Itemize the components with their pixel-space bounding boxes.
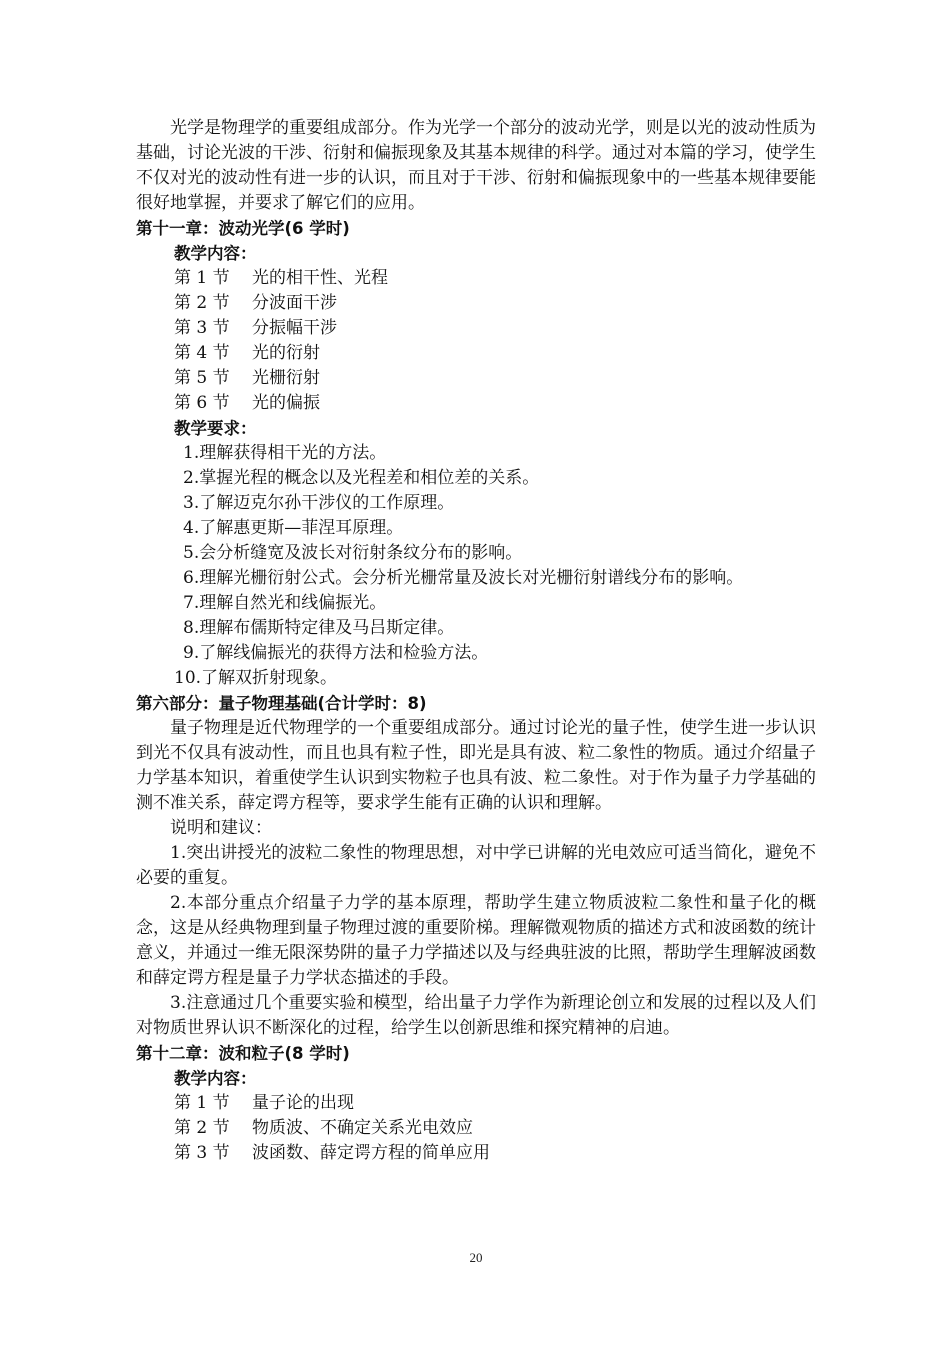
section-number: 第 6 节: [174, 393, 230, 413]
page-number: 20: [469, 1250, 483, 1265]
requirement-item: 2.掌握光程的概念以及光程差和相位差的关系。: [183, 468, 540, 488]
section-name: 光的相干性、光程: [252, 268, 388, 288]
chapter11-content-label: 教学内容：: [174, 244, 257, 263]
requirement-item: 6.理解光栅衍射公式。会分析光栅常量及波长对光栅衍射谱线分布的影响。: [183, 568, 744, 588]
requirement-item: 5.会分析缝宽及波长对衍射条纹分布的影响。: [183, 543, 523, 563]
section-item: [136, 316, 816, 341]
note-paragraph: 2.本部分重点介绍量子力学的基本原理，帮助学生建立物质波粒二象性和量子化的概念，这是从经典物理到量子物理过渡的重要阶梯。理解微观物质的描述方式和波函数的统计意义，并通过一维无限深势阱的量子力学描述以及与经典驻波的比照，帮助学生理解波函数和薛定谔方程是量子力学状态描述的手段。: [136, 893, 816, 988]
section-name: 物质波、不确定关系光电效应: [252, 1118, 473, 1138]
part6-title: 第六部分：量子物理基础(合计学时：8): [136, 694, 427, 713]
section-name: 波函数、薛定谔方程的简单应用: [252, 1143, 490, 1163]
requirement-item: 3.了解迈克尔孙干涉仪的工作原理。: [183, 493, 455, 513]
part6-intro-paragraph: 量子物理是近代物理学的一个重要组成部分。通过讨论光的量子性，使学生进一步认识到光不仅具有波动性，而且也具有粒子性，即光是具有波、粒二象性的物质。通过介绍量子力学基本知识，着重使学生认识到实物粒子也具有波、粒二象性。对于作为量子力学基础的测不准关系，薛定谔方程等，要求学生能有正确的认识和理解。: [136, 718, 816, 813]
requirement-item: 7.理解自然光和线偏振光。: [183, 593, 387, 613]
intro-paragraph: 光学是物理学的重要组成部分。作为光学一个部分的波动光学，则是以光的波动性质为基础，讨论光波的干涉、衍射和偏振现象及其基本规律的科学。通过对本篇的学习，使学生不仅对光的波动性有进一步的认识，而且对于干涉、衍射和偏振现象中的一些基本规律要能很好地掌握，并要求了解它们的应用。: [136, 118, 816, 213]
chapter11-section-list: [136, 266, 816, 416]
section-number: 第 1 节: [174, 268, 230, 288]
chapter12-title: 第十二章：波和粒子(8 学时): [136, 1044, 350, 1063]
section-number: 第 1 节: [174, 1093, 230, 1113]
requirement-item: 1.理解获得相干光的方法。: [183, 443, 387, 463]
requirement-item: 8.理解布儒斯特定律及马吕斯定律。: [183, 618, 455, 638]
requirement-item: 4.了解惠更斯—菲涅耳原理。: [183, 518, 404, 538]
note-paragraph: 3.注意通过几个重要实验和模型，给出量子力学作为新理论创立和发展的过程以及人们对物质世界认识不断深化的过程，给学生以创新思维和探究精神的启迪。: [136, 993, 816, 1038]
note-paragraph: 1.突出讲授光的波粒二象性的物理思想，对中学已讲解的光电效应可适当简化，避免不必要的重复。: [136, 843, 816, 888]
section-item: [136, 1141, 816, 1166]
page-content: [136, 116, 816, 1166]
section-number: 第 2 节: [174, 1118, 230, 1138]
section-name: 量子论的出现: [252, 1093, 354, 1113]
chapter11-requirement-list: [136, 441, 816, 691]
section-number: 第 4 节: [174, 343, 230, 363]
section-name: 光的偏振: [252, 393, 320, 413]
requirement-item: 10.了解双折射现象。: [174, 668, 338, 688]
section-item: [136, 391, 816, 416]
section-item: [136, 266, 816, 291]
requirement-item: 9.了解线偏振光的获得方法和检验方法。: [183, 643, 489, 663]
section-name: 光的衍射: [252, 343, 320, 363]
section-number: 第 5 节: [174, 368, 230, 388]
section-item: [136, 291, 816, 316]
chapter11-req-label: 教学要求：: [174, 419, 257, 438]
chapter12-section-list: [136, 1091, 816, 1166]
section-item: [136, 341, 816, 366]
section-item: [136, 1116, 816, 1141]
section-item: [136, 1091, 816, 1116]
section-number: 第 3 节: [174, 1143, 230, 1163]
section-number: 第 3 节: [174, 318, 230, 338]
section-name: 光栅衍射: [252, 368, 320, 388]
chapter11-title: 第十一章：波动光学(6 学时): [136, 219, 350, 238]
part6-notes-label: 说明和建议：: [170, 818, 272, 838]
section-name: 分振幅干涉: [252, 318, 337, 338]
section-item: [136, 366, 816, 391]
section-name: 分波面干涉: [252, 293, 337, 313]
section-number: 第 2 节: [174, 293, 230, 313]
chapter12-content-label: 教学内容：: [174, 1069, 257, 1088]
